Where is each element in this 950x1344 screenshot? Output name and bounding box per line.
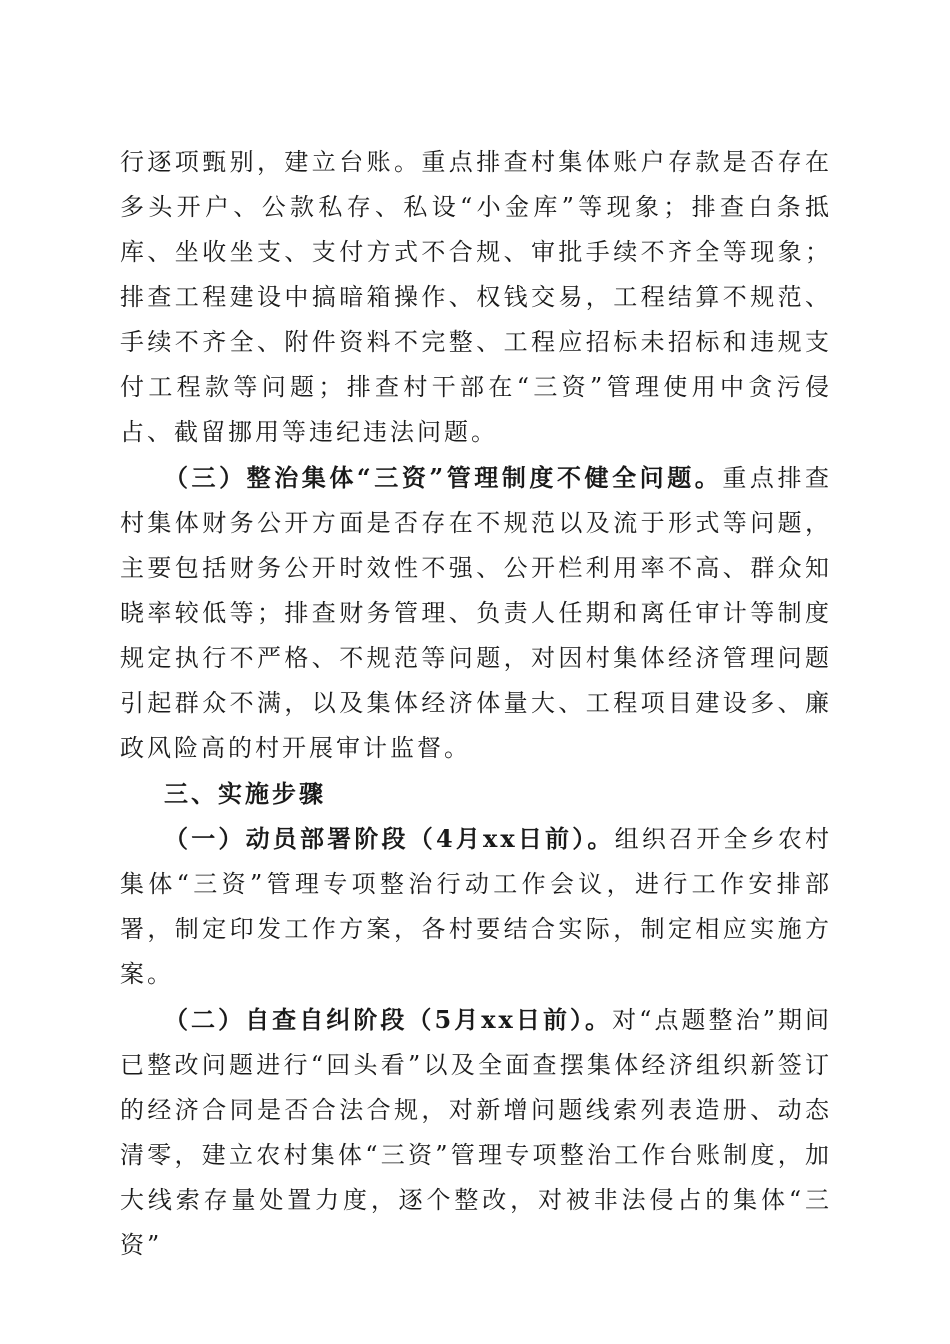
section-3-body: 重点排查村集体财务公开方面是否存在不规范以及流于形式等问题，主要包括财务公开时效性不强、公开栏利用率不高、群众知晓率较低等；排查财务管理、负责人任期和离任审计等制度规定执行不严格、不规范等问题，对因村集体经济管理问题引起群众不满，以及集体经济体量大、工程项目建设多、廉政风险高的村开展审计监督。 xyxy=(120,464,833,762)
paragraph-step-2 xyxy=(120,997,832,1268)
heading-implementation-steps: 三、实施步骤 xyxy=(164,779,326,808)
paragraph-continued: 行逐项甄别，建立台账。重点排查村集体账户存款是否存在多头开户、公款私存、私设“小金库”等现象；排查白条抵库、坐收坐支、支付方式不合规、审批手续不齐全等现象；排查工程建设中搞暗箱操作、权钱交易，工程结算不规范、手续不齐全、附件资料不完整、工程应招标未招标和违规支付工程款等问题；排查村干部在“三资”管理使用中贪污侵占、截留挪用等违纪违法问题。 xyxy=(120,148,832,446)
document-body xyxy=(120,140,832,1268)
paragraph-section-3 xyxy=(120,455,832,771)
section-3-lead: （三）整治集体“三资”管理制度不健全问题。 xyxy=(164,463,723,492)
paragraph-step-1 xyxy=(120,816,832,997)
step-2-body: 对“点题整治”期间已整改问题进行“回头看”以及全面查摆集体经济组织新签订的经济合同是否合法合规，对新增问题线索列表造册、动态清零，建立农村集体“三资”管理专项整治工作台账制度，加大线索存量处置力度，逐个整改，对被非法侵占的集体“三资” xyxy=(120,1006,832,1259)
step-1-body: 组织召开全乡农村集体“三资”管理专项整治行动工作会议，进行工作安排部署，制定印发工作方案，各村要结合实际，制定相应实施方案。 xyxy=(120,825,832,988)
step-2-lead: （二）自查自纠阶段（5月xx日前）。 xyxy=(164,1005,613,1034)
step-1-lead: （一）动员部署阶段（4月xx日前）。 xyxy=(164,824,615,853)
